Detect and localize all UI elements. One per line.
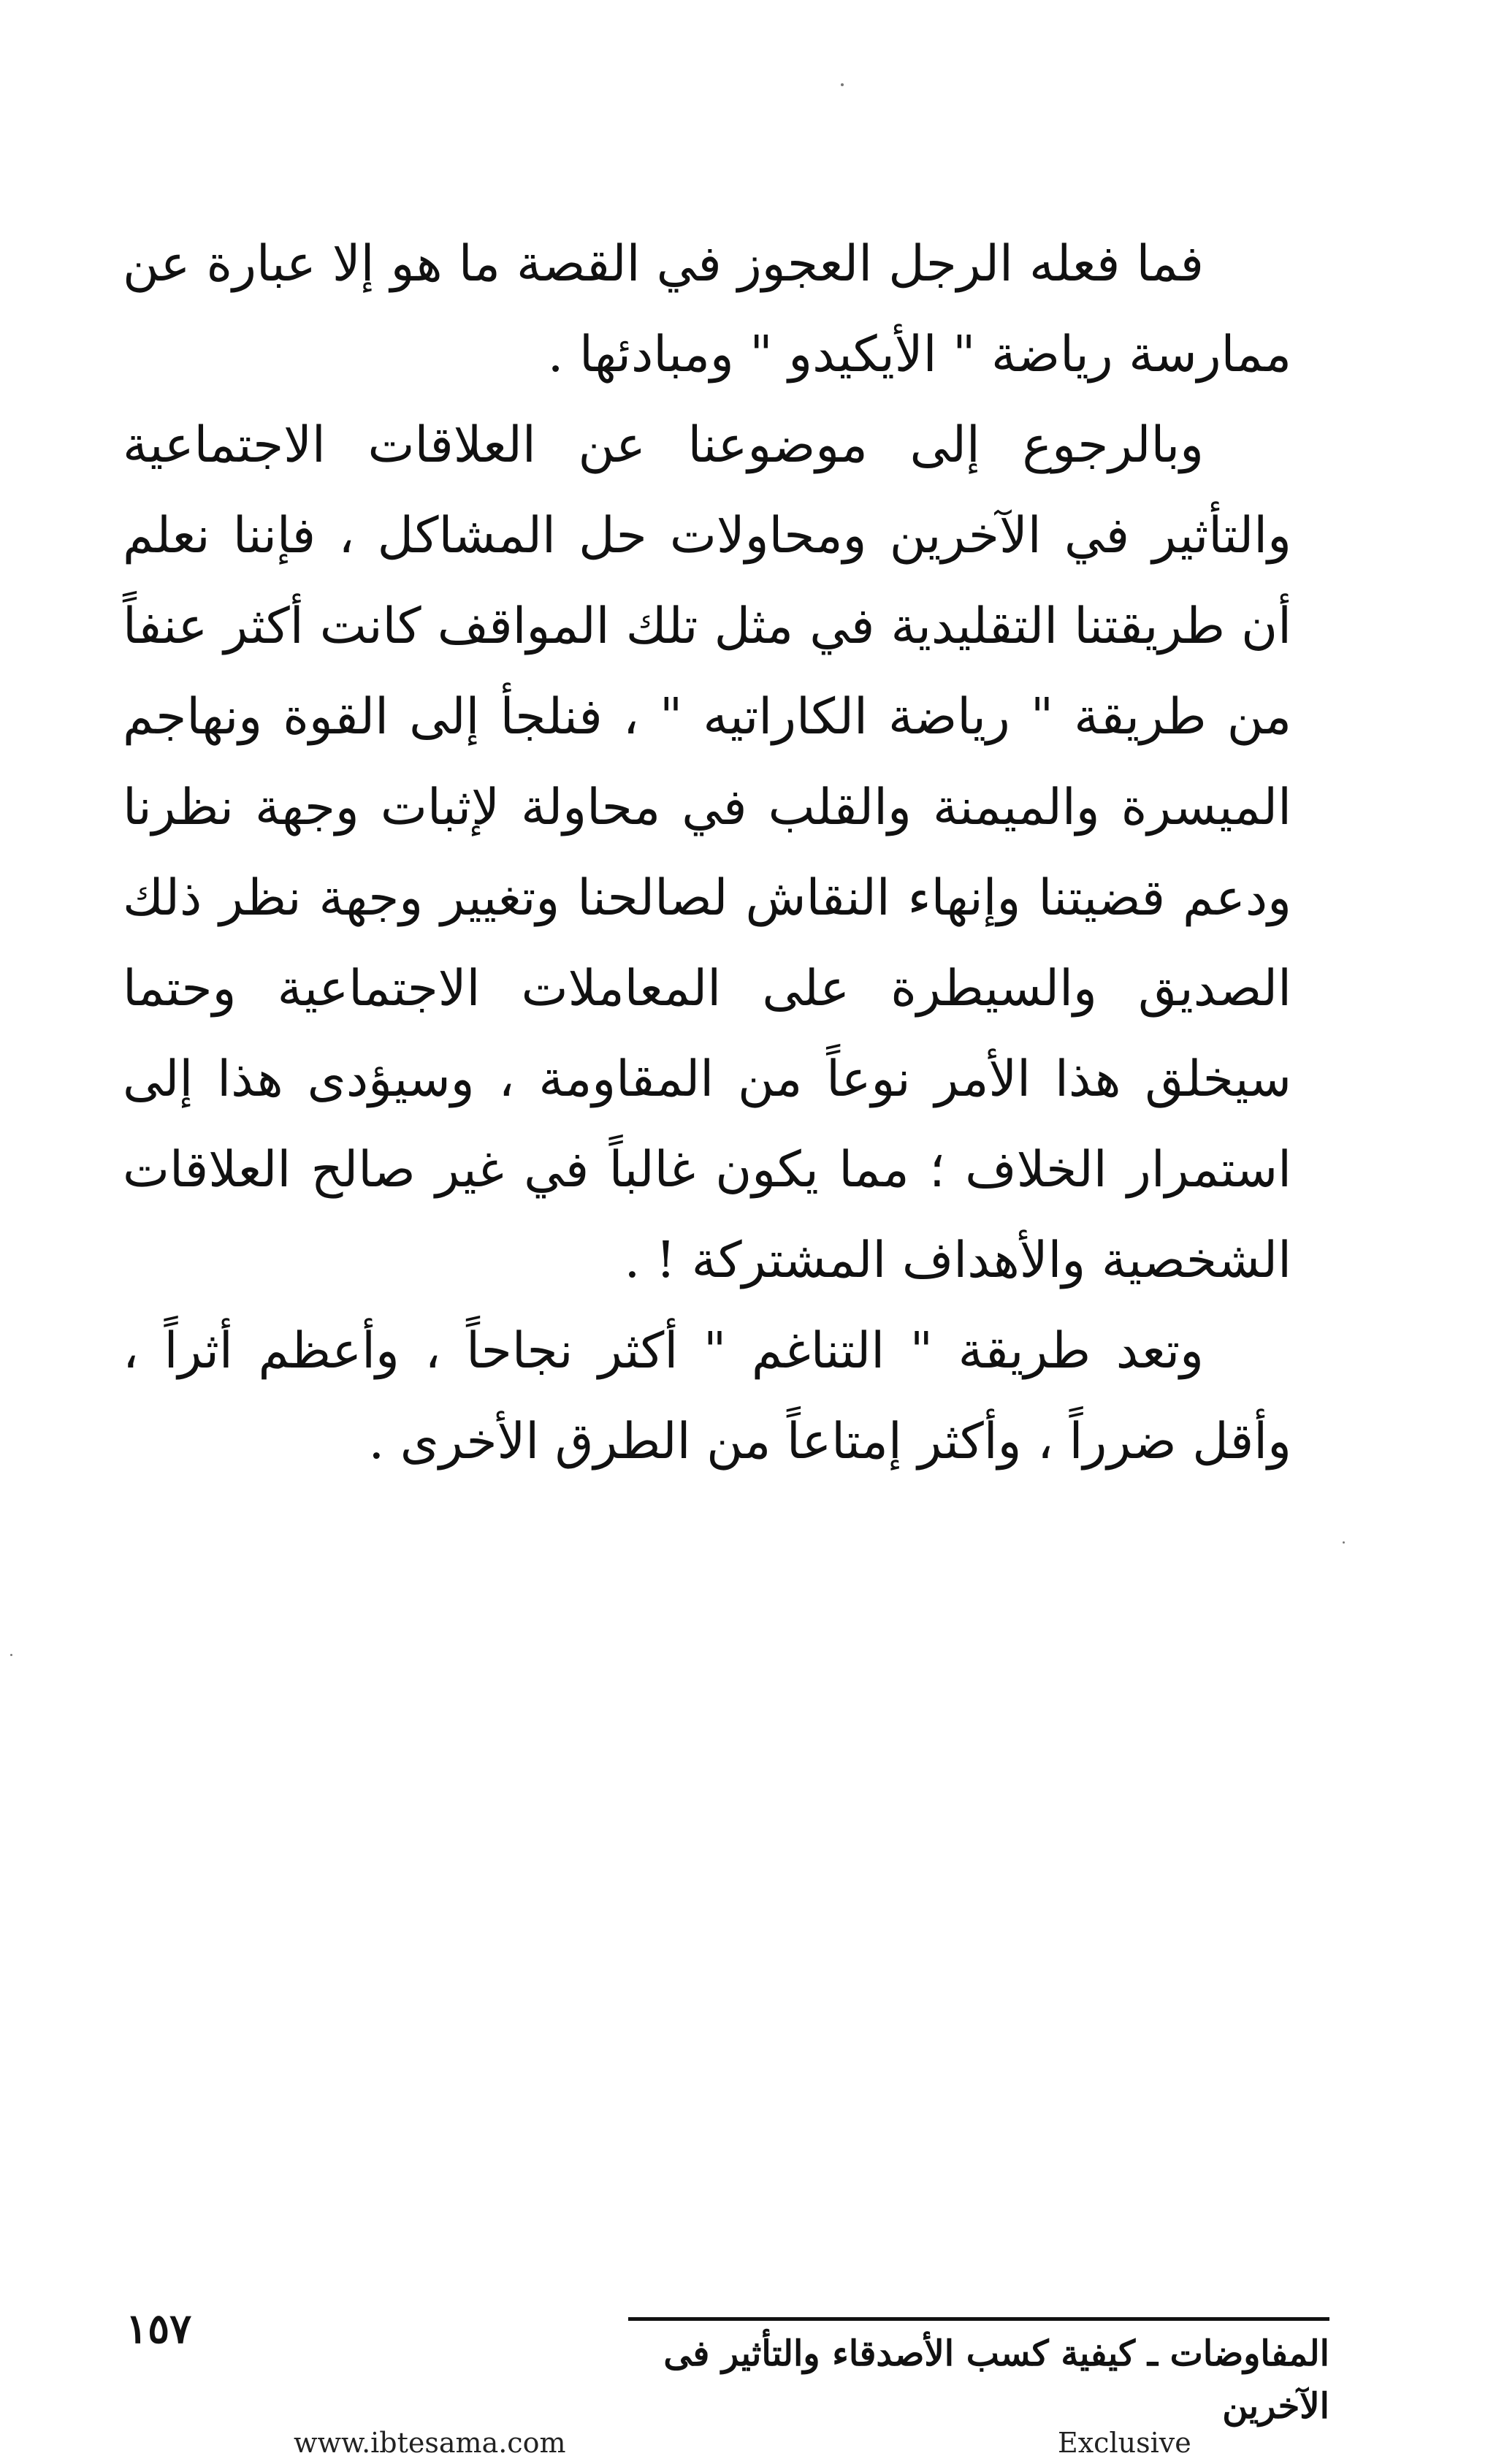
footer-book-title: المفاوضات ـ كيفية كسب الأصدقاء والتأثير فى الآخرين — [663, 2333, 1329, 2427]
footer-divider — [628, 2317, 1329, 2321]
watermark-site: www.ibtesama.com — [294, 2427, 566, 2459]
page-body-text — [123, 219, 1291, 1487]
paragraph-3: وتعد طريقة " التناغم " أكثر نجاحاً ، وأعظم أثراً ، وأقل ضرراً ، وأكثر إمتاعاً من الطرق الأخرى . — [123, 1322, 1291, 1471]
scan-speck — [841, 83, 844, 86]
paragraph-2: وبالرجوع إلى موضوعنا عن العلاقات الاجتماعية والتأثير في الآخرين ومحاولات حل المشاكل ، فإننا نعلم أن طريقتنا التقليدية في مثل تلك المواقف كانت أكثر عنفاً من طريقة " رياضة الكاراتيه " ، فنلجأ إلى القوة ونهاجم الميسرة والميمنة والقلب في محاولة لإثبات وجهة نظرنا ودعم قضيتنا وإنهاء النقاش لصالحنا وتغيير وجهة نظر ذلك الصديق والسيطرة على المعاملات الاجتماعية وحتما سيخلق هذا الأمر نوعاً من المقاومة ، وسيؤدى هذا إلى استمرار الخلاف ؛ مما يكون غالباً في غير صالح العلاقات الشخصية والأهداف المشتركة ! . — [123, 416, 1291, 1289]
paragraph-1: فما فعله الرجل العجوز في القصة ما هو إلا عبارة عن ممارسة رياضة " الأيكيدو " ومبادئها . — [123, 235, 1291, 384]
scan-speck — [1343, 1541, 1345, 1544]
page-number: ١٥٧ — [126, 2305, 192, 2353]
scan-speck — [10, 1654, 12, 1656]
watermark-label: Exclusive — [1058, 2427, 1191, 2459]
